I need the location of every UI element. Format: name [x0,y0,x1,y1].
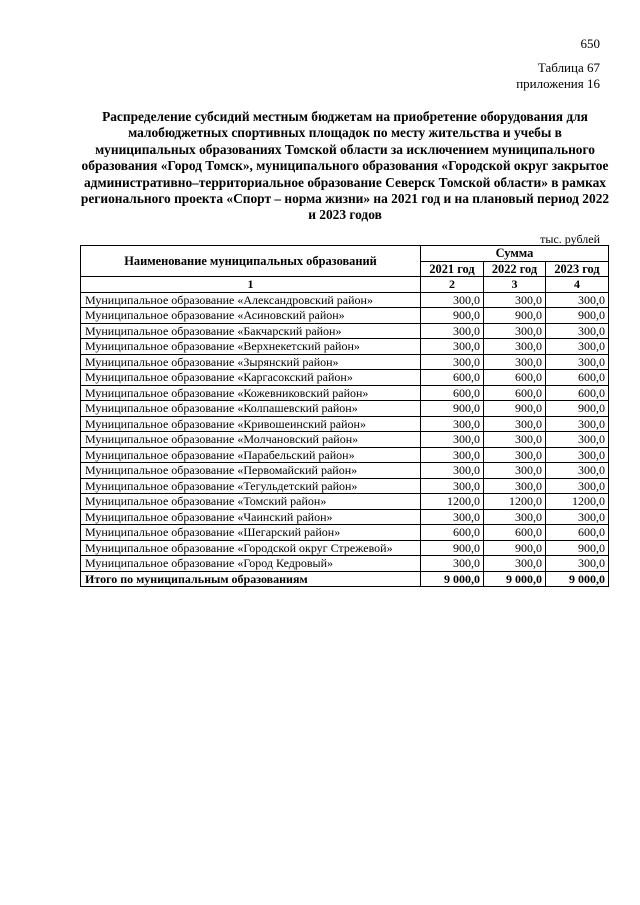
total-label: Итого по муниципальным образованиям [81,571,421,587]
subsidy-table [80,245,609,587]
document-title: Распределение субсидий местным бюджетам на приобретение оборудования для малобюджетных спортивных площадок по месту жительства и учебы в муниципальных образованиях Томской области за исключением муниципального образования «Город Томск», муниципального образования «Городской округ закрытое административно–территориальное образование Северск Томской области» в рамках регионального проекта «Спорт – норма жизни» на 2021 год и на плановый период 2022 и 2023 годов [80,109,610,223]
table-row [81,494,609,510]
table-row [81,509,609,525]
amount-cell: 300,0 [484,509,546,525]
municipality-name: Муниципальное образование «Чаинский район» [81,509,421,525]
municipality-name: Муниципальное образование «Каргасокский район» [81,370,421,386]
amount-cell: 300,0 [546,478,609,494]
amount-cell: 300,0 [484,478,546,494]
table-row [81,308,609,324]
page-number: 650 [580,36,600,51]
amount-cell: 900,0 [484,540,546,556]
amount-cell: 300,0 [421,556,484,572]
amount-cell: 300,0 [546,432,609,448]
index-cell: 1 [81,277,421,293]
amount-cell: 300,0 [546,416,609,432]
municipality-name: Муниципальное образование «Зырянский район» [81,354,421,370]
table-row [81,385,609,401]
amount-cell: 900,0 [421,540,484,556]
index-cell: 2 [421,277,484,293]
amount-cell: 300,0 [546,509,609,525]
table-row [81,478,609,494]
table-row [81,432,609,448]
amount-cell: 300,0 [546,463,609,479]
amount-cell: 300,0 [484,463,546,479]
municipality-name: Муниципальное образование «Город Кедровый» [81,556,421,572]
amount-cell: 300,0 [484,416,546,432]
amount-cell: 900,0 [546,401,609,417]
index-row [81,277,609,293]
amount-cell: 300,0 [484,432,546,448]
amount-cell: 600,0 [421,370,484,386]
total-row [81,571,609,587]
amount-cell: 600,0 [546,525,609,541]
amount-cell: 600,0 [484,370,546,386]
amount-cell: 900,0 [421,308,484,324]
amount-cell: 300,0 [484,339,546,355]
amount-cell: 300,0 [421,354,484,370]
col-header-name: Наименование муниципальных образований [81,246,421,277]
table-row [81,370,609,386]
amount-cell: 300,0 [546,354,609,370]
municipality-name: Муниципальное образование «Городской округ Стрежевой» [81,540,421,556]
table-row [81,463,609,479]
amount-cell: 300,0 [484,447,546,463]
municipality-name: Муниципальное образование «Молчановский район» [81,432,421,448]
amount-cell: 300,0 [421,339,484,355]
amount-cell: 300,0 [421,509,484,525]
municipality-name: Муниципальное образование «Асиновский район» [81,308,421,324]
amount-cell: 300,0 [546,447,609,463]
amount-cell: 300,0 [546,556,609,572]
amount-cell: 600,0 [484,525,546,541]
table-row [81,401,609,417]
table-row [81,556,609,572]
municipality-name: Муниципальное образование «Колпашевский район» [81,401,421,417]
table-row [81,416,609,432]
amount-cell: 1200,0 [484,494,546,510]
municipality-name: Муниципальное образование «Бакчарский район» [81,323,421,339]
amount-cell: 1200,0 [546,494,609,510]
amount-cell: 600,0 [546,385,609,401]
municipality-name: Муниципальное образование «Томский район» [81,494,421,510]
col-header-2021: 2021 год [421,261,484,277]
municipality-name: Муниципальное образование «Первомайский район» [81,463,421,479]
municipality-name: Муниципальное образование «Парабельский район» [81,447,421,463]
municipality-name: Муниципальное образование «Кожевниковский район» [81,385,421,401]
table-row [81,354,609,370]
col-header-sum: Сумма [421,246,609,262]
appendix-number: приложения 16 [516,76,600,91]
amount-cell: 300,0 [546,323,609,339]
table-number: Таблица 67 [537,60,600,75]
amount-cell: 900,0 [484,401,546,417]
total-amount: 9 000,0 [546,571,609,587]
municipality-name: Муниципальное образование «Шегарский район» [81,525,421,541]
table-label [516,60,600,92]
amount-cell: 600,0 [484,385,546,401]
amount-cell: 900,0 [546,540,609,556]
amount-cell: 600,0 [546,370,609,386]
amount-cell: 300,0 [421,323,484,339]
amount-cell: 300,0 [421,292,484,308]
amount-cell: 300,0 [421,478,484,494]
amount-cell: 1200,0 [421,494,484,510]
municipality-name: Муниципальное образование «Кривошеинский район» [81,416,421,432]
amount-cell: 300,0 [546,292,609,308]
table-row [81,339,609,355]
table-row [81,540,609,556]
amount-cell: 900,0 [421,401,484,417]
table-row [81,447,609,463]
table-row [81,292,609,308]
amount-cell: 900,0 [546,308,609,324]
total-amount: 9 000,0 [484,571,546,587]
municipality-name: Муниципальное образование «Верхнекетский район» [81,339,421,355]
col-header-2022: 2022 год [484,261,546,277]
municipality-name: Муниципальное образование «Александровский район» [81,292,421,308]
table-row [81,525,609,541]
index-cell: 4 [546,277,609,293]
municipality-name: Муниципальное образование «Тегульдетский район» [81,478,421,494]
table-row [81,323,609,339]
amount-cell: 600,0 [421,385,484,401]
col-header-2023: 2023 год [546,261,609,277]
amount-cell: 600,0 [421,525,484,541]
amount-cell: 300,0 [546,339,609,355]
total-amount: 9 000,0 [421,571,484,587]
amount-cell: 300,0 [421,463,484,479]
amount-cell: 300,0 [484,323,546,339]
amount-cell: 300,0 [421,447,484,463]
amount-cell: 300,0 [421,416,484,432]
index-cell: 3 [484,277,546,293]
amount-cell: 300,0 [484,556,546,572]
units-label: тыс. рублей [540,232,600,246]
amount-cell: 900,0 [484,308,546,324]
amount-cell: 300,0 [421,432,484,448]
amount-cell: 300,0 [484,292,546,308]
amount-cell: 300,0 [484,354,546,370]
